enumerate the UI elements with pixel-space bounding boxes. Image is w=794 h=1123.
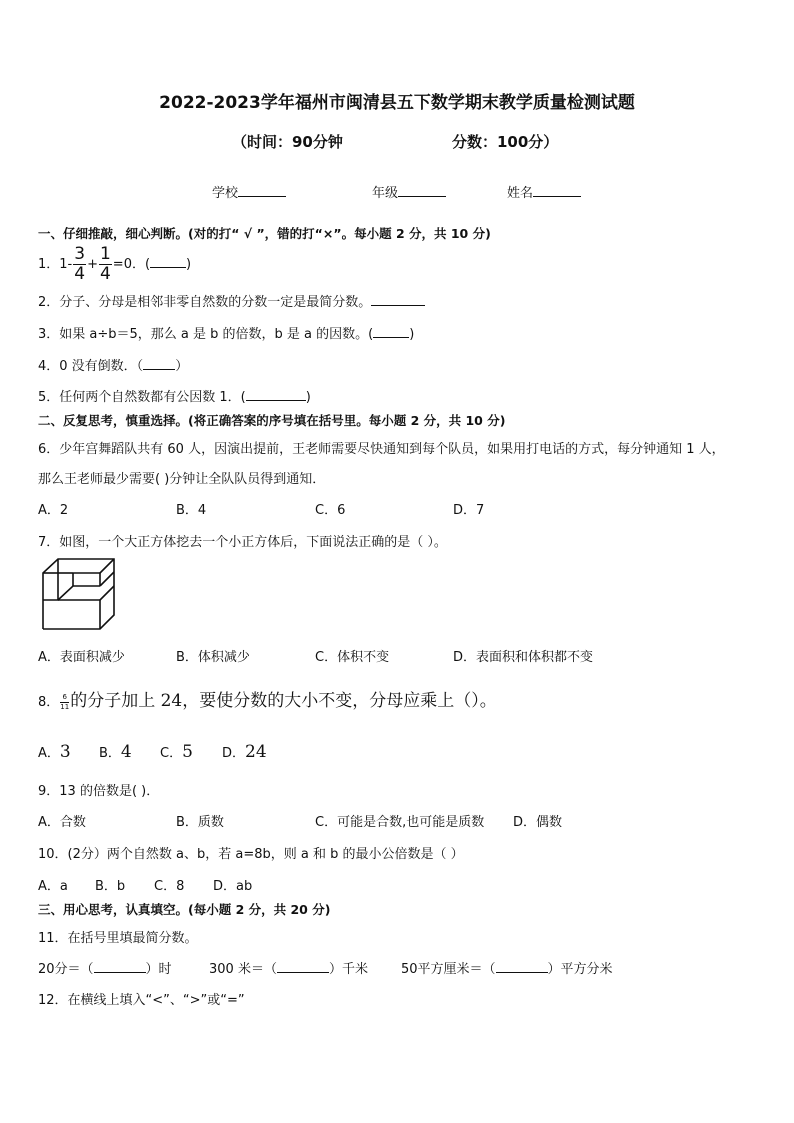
q9-option-c[interactable]: C．可能是合数,也可能是质数 <box>315 815 485 830</box>
grade-blank[interactable] <box>398 184 446 197</box>
q9-option-d[interactable]: D．偶数 <box>513 815 563 830</box>
question-5: 5．任何两个自然数都有公因数 1．( ) <box>38 390 311 405</box>
school-blank[interactable] <box>238 184 286 197</box>
q8-option-a[interactable]: A．3 <box>38 742 71 762</box>
q11-blank-3[interactable] <box>496 960 548 973</box>
q10-option-a[interactable]: A．a <box>38 879 68 894</box>
section-2-heading: 二、反复思考，慎重选择。(将正确答案的序号填在括号里。每小题 2 分，共 10 分) <box>38 413 506 428</box>
exam-score: 分数：100分） <box>452 133 559 151</box>
fraction-six-elevenths: $\frac{6}{11}$ <box>60 693 70 711</box>
q10-option-b[interactable]: B．b <box>95 879 126 894</box>
q6-option-a[interactable]: A．2 <box>38 503 69 518</box>
q10-option-d[interactable]: D．ab <box>213 879 253 894</box>
grade-field <box>372 182 446 201</box>
q7-option-d[interactable]: D．表面积和体积都不变 <box>453 650 594 665</box>
q7-option-c[interactable]: C．体积不变 <box>315 650 390 665</box>
fraction-one-quarter: $\frac{1}{4}$ <box>99 244 111 284</box>
answer-blank-5[interactable] <box>246 388 306 401</box>
question-12: 12．在横线上填入“<”、“>”或“=” <box>38 993 245 1008</box>
q11-part-2: 300 米＝（ ）千米 <box>209 962 368 977</box>
grade-label: 年级 <box>372 186 399 201</box>
q9-option-b[interactable]: B．质数 <box>176 815 224 830</box>
name-label: 姓名 <box>507 186 534 201</box>
cube-with-notch-figure <box>40 556 118 632</box>
question-6-line-2: 那么王老师最少需要( )分钟让全队队员得到通知． <box>38 472 326 487</box>
answer-blank-3[interactable] <box>373 325 409 338</box>
q8-option-d[interactable]: D．24 <box>222 742 267 762</box>
question-1: 1．1- $\frac{3}{4}$ + $\frac{1}{4}$ =0．( ) <box>38 244 192 284</box>
answer-blank-2[interactable] <box>371 293 425 306</box>
q10-option-c[interactable]: C．8 <box>154 879 185 894</box>
question-8: 8． $\frac{6}{11}$ 的分子加上 24，要使分数的大小不变，分母应乘上（）。 <box>38 691 497 711</box>
question-6-line-1: 6．少年宫舞蹈队共有 60 人，因演出提前，王老师需要尽快通知到每个队员，如果用打电话的方式，每分钟通知 1 人， <box>38 442 725 457</box>
section-1-heading: 一、仔细推敲，细心判断。(对的打“ √ ”，错的打“×”。每小题 2 分，共 10 分) <box>38 226 491 241</box>
page-title: 2022-2023学年福州市闽清县五下数学期末教学质量检测试题 <box>159 93 635 113</box>
q6-option-d[interactable]: D．7 <box>453 503 485 518</box>
exam-time: （时间：90分钟 <box>232 133 343 151</box>
q8-option-b[interactable]: B．4 <box>99 742 132 762</box>
section-3-heading: 三、用心思考，认真填空。(每小题 2 分，共 20 分) <box>38 902 331 917</box>
answer-blank-1[interactable] <box>150 255 186 268</box>
q9-option-a[interactable]: A．合数 <box>38 815 86 830</box>
q7-option-a[interactable]: A．表面积减少 <box>38 650 125 665</box>
name-blank[interactable] <box>533 184 581 197</box>
q11-part-3: 50平方厘米＝（ ）平方分米 <box>401 962 613 977</box>
q6-option-b[interactable]: B．4 <box>176 503 207 518</box>
question-10: 10．(2分）两个自然数 a、b，若 a=8b，则 a 和 b 的最小公倍数是（ ） <box>38 847 464 862</box>
q7-option-b[interactable]: B．体积减少 <box>176 650 250 665</box>
question-3: 3．如果 a÷b＝5，那么 a 是 b 的倍数，b 是 a 的因数。( ) <box>38 327 415 342</box>
q6-option-c[interactable]: C．6 <box>315 503 346 518</box>
question-2: 2．分子、分母是相邻非零自然数的分数一定是最简分数。 <box>38 291 425 310</box>
question-11: 11．在括号里填最简分数。 <box>38 931 198 946</box>
q8-option-c[interactable]: C．5 <box>160 742 193 762</box>
q11-part-1: 20分＝（ ）时 <box>38 962 172 977</box>
q11-blank-2[interactable] <box>277 960 329 973</box>
answer-blank-4[interactable] <box>143 357 175 370</box>
name-field <box>507 182 581 201</box>
school-label: 学校 <box>212 186 239 201</box>
question-4: 4．0 没有倒数．（ ） <box>38 359 189 374</box>
question-7: 7．如图，一个大正方体挖去一个小正方体后，下面说法正确的是（ ）。 <box>38 535 447 550</box>
school-field <box>212 182 286 201</box>
fraction-three-quarters: $\frac{3}{4}$ <box>74 244 86 284</box>
q11-blank-1[interactable] <box>94 960 146 973</box>
question-9: 9．13 的倍数是( )． <box>38 784 160 799</box>
